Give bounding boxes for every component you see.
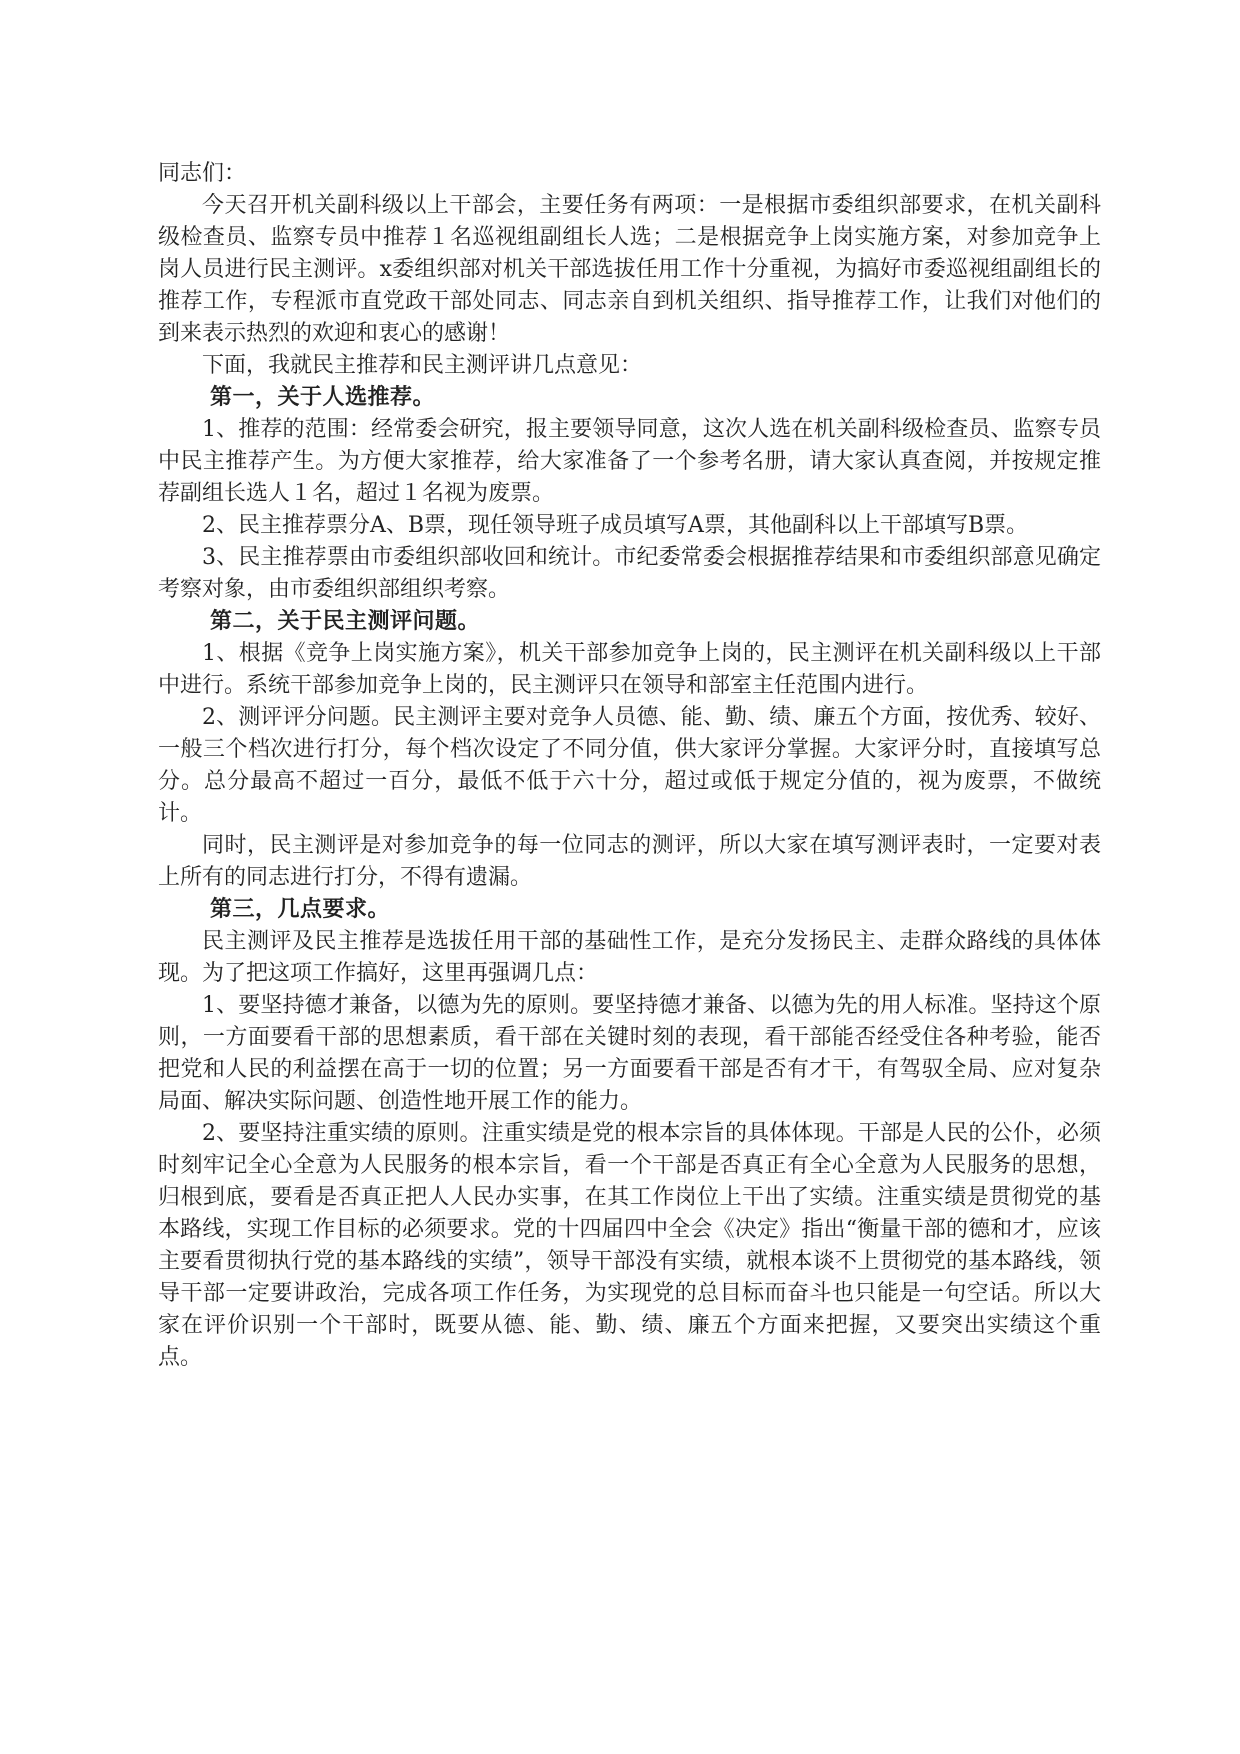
paragraph-item: 2、要坚持注重实绩的原则。注重实绩是党的根本宗旨的具体体现。干部是人民的公仆，必须时刻牢记全心全意为人民服务的根本宗旨，看一个干部是否真正有全心全意为人民服务的思想，归根到底，要看是否真正把人人民办实事，在其工作岗位上干出了实绩。注重实绩是贯彻党的基本路线，实现工作目标的必须要求。党的十四届四中全会《决定》指出“衡量干部的德和才，应该主要看贯彻执行党的基本路线的实绩”，领导干部没有实绩，就根本谈不上贯彻党的基本路线，领导干部一定要讲政治，完成各项工作任务，为实现党的总目标而奋斗也只能是一句空话。所以大家在评价识别一个干部时，既要从德、能、勤、绩、廉五个方面来把握，又要突出实绩这个重点。 [158, 1121, 1101, 1370]
paragraph-item: 1、要坚持德才兼备，以德为先的原则。要坚持德才兼备、以德为先的用人标准。坚持这个原则，一方面要看干部的思想素质，看干部在关键时刻的表现，看干部能否经受住各种考验，能否把党和人民的利益摆在高于一切的位置；另一方面要看干部是否有才干，有驾驭全局、应对复杂局面、解决实际问题、创造性地开展工作的能力。 [158, 993, 1101, 1114]
salutation: 同志们： [158, 161, 247, 186]
paragraph-item: 2、测评评分问题。民主测评主要对竞争人员德、能、勤、绩、廉五个方面，按优秀、较好、一般三个档次进行打分，每个档次设定了不同分值，供大家评分掌握。大家评分时，直接填写总分。总分最高不超过一百分，最低不低于六十分，超过或低于规定分值的，视为废票，不做统计。 [158, 705, 1101, 826]
paragraph-intro: 下面，我就民主推荐和民主测评讲几点意见： [202, 353, 643, 378]
paragraph-item: 同时，民主测评是对参加竞争的每一位同志的测评，所以大家在填写测评表时，一定要对表上所有的同志进行打分，不得有遗漏。 [158, 833, 1101, 890]
document-page [158, 158, 1101, 1374]
paragraph-item: 民主测评及民主推荐是选拔任用干部的基础性工作，是充分发扬民主、走群众路线的具体体现。为了把这项工作搞好，这里再强调几点： [158, 929, 1101, 986]
paragraph-opening: 今天召开机关副科级以上干部会，主要任务有两项：一是根据市委组织部要求，在机关副科级检查员、监察专员中推荐１名巡视组副组长人选；二是根据竞争上岗实施方案，对参加竞争上岗人员进行民主测评。x委组织部对机关干部选拔任用工作十分重视，为搞好市委巡视组副组长的推荐工作，专程派市直党政干部处同志、同志亲自到机关组织、指导推荐工作，让我们对他们的到来表示热烈的欢迎和衷心的感谢！ [158, 193, 1101, 346]
paragraph-item: 2、民主推荐票分A、B票，现任领导班子成员填写A票，其他副科以上干部填写B票。 [202, 513, 1029, 538]
paragraph-item: 1、根据《竞争上岗实施方案》，机关干部参加竞争上岗的，民主测评在机关副科级以上干部中进行。系统干部参加竞争上岗的，民主测评只在领导和部室主任范围内进行。 [158, 641, 1101, 698]
section-heading-1: 第一，关于人选推荐。 [210, 385, 436, 410]
paragraph-item: 3、民主推荐票由市委组织部收回和统计。市纪委常委会根据推荐结果和市委组织部意见确定考察对象，由市委组织部组织考察。 [158, 545, 1101, 602]
section-heading-3: 第三，几点要求。 [210, 897, 391, 922]
section-heading-2: 第二，关于民主测评问题。 [210, 609, 481, 634]
paragraph-item: 1、推荐的范围：经常委会研究，报主要领导同意，这次人选在机关副科级检查员、监察专员中民主推荐产生。为方便大家推荐，给大家准备了一个参考名册，请大家认真查阅，并按规定推荐副组长选人１名，超过１名视为废票。 [158, 417, 1101, 506]
